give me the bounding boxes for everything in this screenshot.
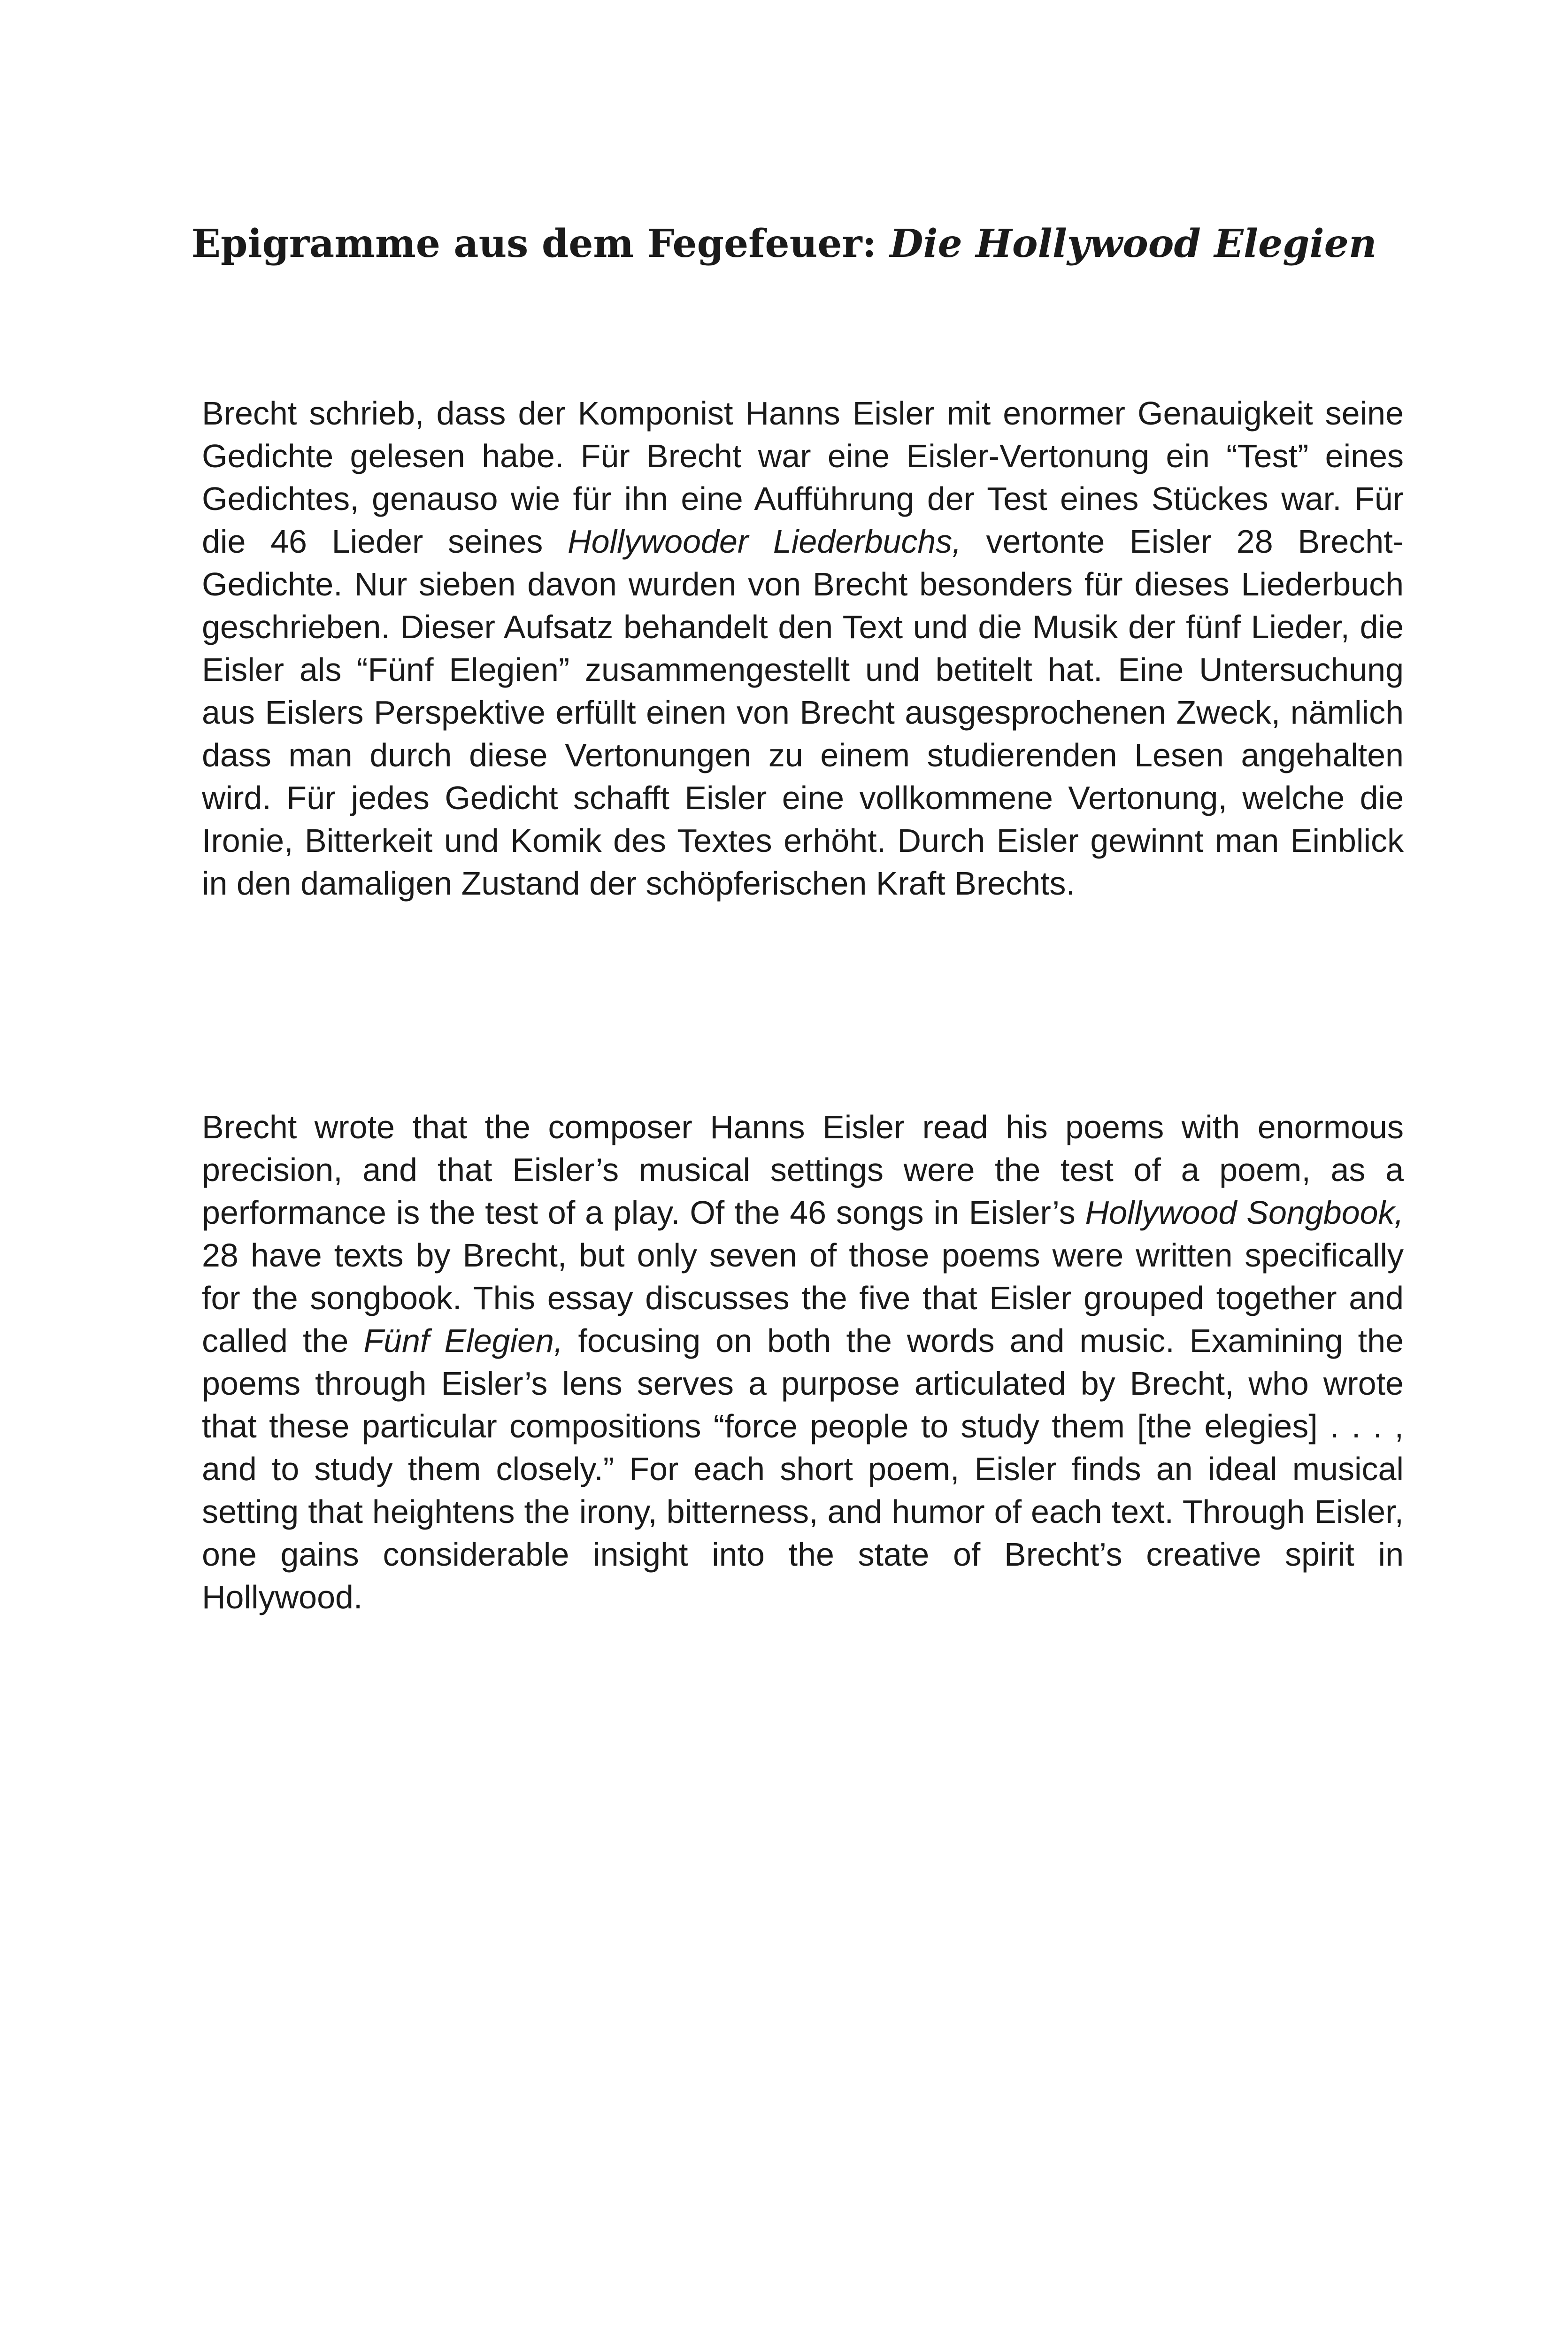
abstract-de-segment: vertonte Eisler 28 Brecht-Gedichte. Nur sieben davon wurden von Brecht besonders für dieses Liederbuch geschrieben. Dieser Aufsatz behandelt den Text und die Musik der fünf Lieder, die Eisler als “Fünf Elegien” zusammengestellt und betitelt hat. Eine Untersuchung aus Eislers Perspektive erfüllt einen von Brecht ausgesprochenen Zweck, nämlich dass man durch diese Vertonungen zu einem studierenden Lesen angehalten wird. Für jedes Gedicht schafft Eisler eine vollkommene Vertonung, welche die Ironie, Bitterkeit und Komik des Textes erhöht. Durch Eisler gewinnt man Einblick in den damaligen Zustand der schöpferischen Kraft Brechts. — [202, 523, 1404, 902]
abstract-en-segment: focusing on both the words and music. Examining the poems through Eisler’s lens serves a purpose articulated by Brecht, who wrote that these particular compositions “force people to study them [the elegies] . . . , and to study them closely.” For each short poem, Eisler finds an ideal musical setting that heightens the irony, bitterness, and humor of each text. Through Eisler, one gains considerable insight into the state of Brecht’s creative spirit in Hollywood. — [202, 1322, 1404, 1615]
abstract-de-segment: Brecht schrieb, dass der Komponist Hanns Eisler mit enormer Genauigkeit seine Gedichte gelesen habe. Für Brecht war eine Eisler-Vertonung ein “Test” eines Gedichtes, genauso wie für ihn eine Aufführung der Test eines Stückes war. Für die 46 Lieder seines — [202, 395, 1404, 560]
abstract-en-segment: Brecht wrote that the composer Hanns Eisler read his poems with enormous precision, and that Eisler’s musical settings were the test of a poem, as a performance is the test of a play. Of the 46 songs in Eisler’s — [202, 1109, 1404, 1231]
abstract-de-segment: Hollywooder Liederbuchs, — [568, 523, 961, 560]
abstract-en-segment: 28 have texts by Brecht, but only seven of those poems were written specifically for the songbook. This essay discusses the five that Eisler grouped together and called the — [202, 1237, 1404, 1359]
title-italic: Die Hollywood Elegien — [890, 221, 1377, 266]
title-main: Epigramme aus dem Fegefeuer: — [191, 221, 876, 266]
article-title — [0, 221, 1568, 267]
abstract-english — [202, 1106, 1404, 1619]
abstract-en-segment: Fünf Elegien, — [363, 1322, 563, 1359]
abstract-en-segment: Hollywood Songbook, — [1085, 1194, 1404, 1231]
abstract-german — [202, 392, 1404, 905]
